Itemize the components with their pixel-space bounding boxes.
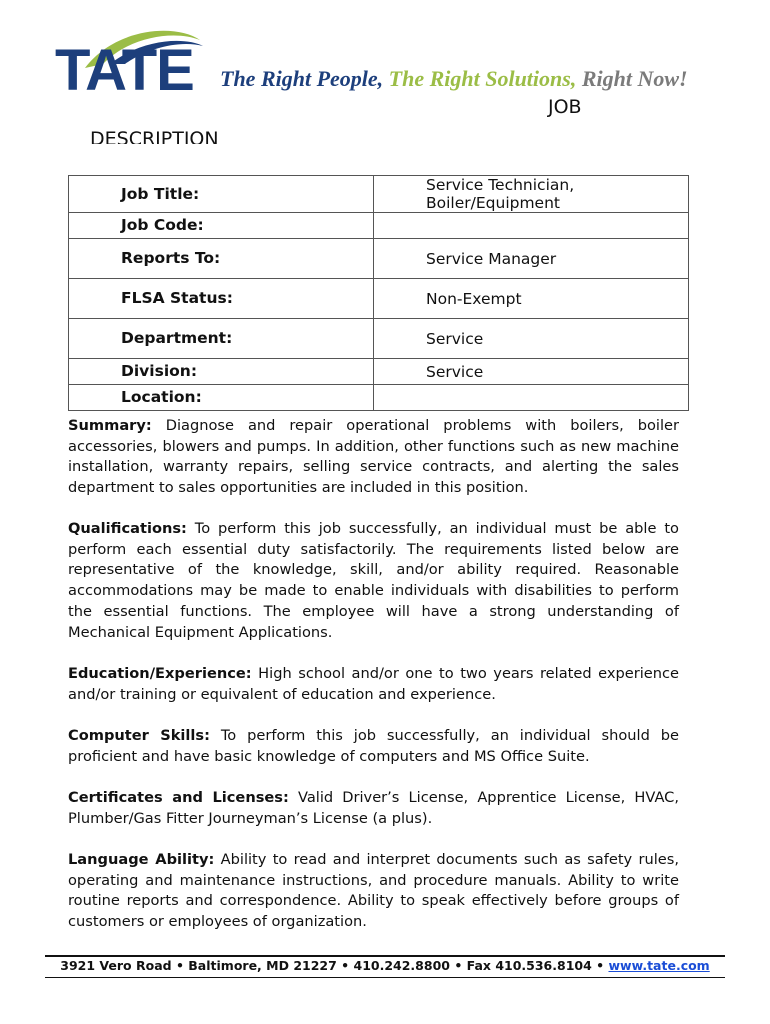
section-certificates-licenses <box>68 788 679 829</box>
table-row <box>69 319 689 359</box>
table-row <box>69 213 689 239</box>
section-heading: Certificates and Licenses: <box>68 789 289 806</box>
label-department: Department: <box>69 319 374 359</box>
section-computer-skills <box>68 726 679 767</box>
title-description-text: DESCRIPTION <box>90 128 219 144</box>
table-row <box>69 176 689 213</box>
value-flsa-status: Non-Exempt <box>374 279 689 319</box>
value-job-code <box>374 213 689 239</box>
title-job: JOB <box>548 96 582 118</box>
section-text: Valid Driver’s License, Apprentice License, HVAC, Plumber/Gas Fitter Journeyman’s License (a plus). <box>68 789 680 827</box>
section-qualifications <box>68 519 679 643</box>
tagline <box>220 66 688 92</box>
tagline-part1: The Right People, <box>220 66 389 91</box>
job-info-table <box>68 175 689 411</box>
label-flsa-status: FLSA Status: <box>69 279 374 319</box>
section-heading: Summary: <box>68 417 152 434</box>
footer-divider <box>45 955 725 957</box>
section-text: High school and/or one to two years related experience and/or training or equivalent of education and experience. <box>68 665 680 703</box>
title-description <box>90 122 219 144</box>
section-text: To perform this job successfully, an individual must be able to perform each essential duty satisfactorily. The requirements listed below are representative of the knowledge, skill, and/or ability required. Reasonable accommodations may be made to enable individuals with disabilities to perform the essential functions. The employee will have a strong understanding of Mechanical Equipment Applications. <box>68 520 679 641</box>
label-location: Location: <box>69 385 374 411</box>
tate-logo <box>55 28 205 103</box>
table-row <box>69 385 689 411</box>
footer-address-text: 3921 Vero Road • Baltimore, MD 21227 • 410.242.8800 • Fax 410.536.8104 • <box>60 958 609 973</box>
table-row <box>69 239 689 279</box>
section-heading: Computer Skills: <box>68 727 210 744</box>
section-education-experience <box>68 664 679 705</box>
section-summary <box>68 416 679 499</box>
label-division: Division: <box>69 359 374 385</box>
label-job-title: Job Title: <box>69 176 374 213</box>
footer-website-link[interactable]: www.tate.com <box>608 958 710 973</box>
section-heading: Language Ability: <box>68 851 215 868</box>
label-job-code: Job Code: <box>69 213 374 239</box>
section-language-ability <box>68 850 679 933</box>
footer-address <box>45 958 725 973</box>
label-reports-to: Reports To: <box>69 239 374 279</box>
value-job-title: Service Technician, Boiler/Equipment <box>374 176 689 213</box>
section-heading: Education/Experience: <box>68 665 252 682</box>
section-text: Diagnose and repair operational problems with boilers, boiler accessories, blowers and pumps. In addition, other functions such as new machine installation, warranty repairs, selling service contracts, and alerting the sales department to sales opportunities are included in this position. <box>68 417 679 497</box>
section-text: Ability to read and interpret documents such as safety rules, operating and maintenance instructions, and procedure manuals. Ability to write routine reports and correspondence. Ability to speak effectively before groups of customers or employees of organization. <box>68 851 679 931</box>
value-location <box>374 385 689 411</box>
footer-divider-bottom <box>45 977 725 978</box>
section-text: To perform this job successfully, an individual should be proficient and have basic knowledge of computers and MS Office Suite. <box>68 727 679 765</box>
logo-text: TATE <box>55 38 194 103</box>
table-row <box>69 359 689 385</box>
value-division: Service <box>374 359 689 385</box>
tagline-part2: The Right Solutions, <box>388 66 582 91</box>
value-reports-to: Service Manager <box>374 239 689 279</box>
table-row <box>69 279 689 319</box>
tagline-part3: Right Now! <box>581 66 688 91</box>
section-heading: Qualifications: <box>68 520 187 537</box>
value-department: Service <box>374 319 689 359</box>
